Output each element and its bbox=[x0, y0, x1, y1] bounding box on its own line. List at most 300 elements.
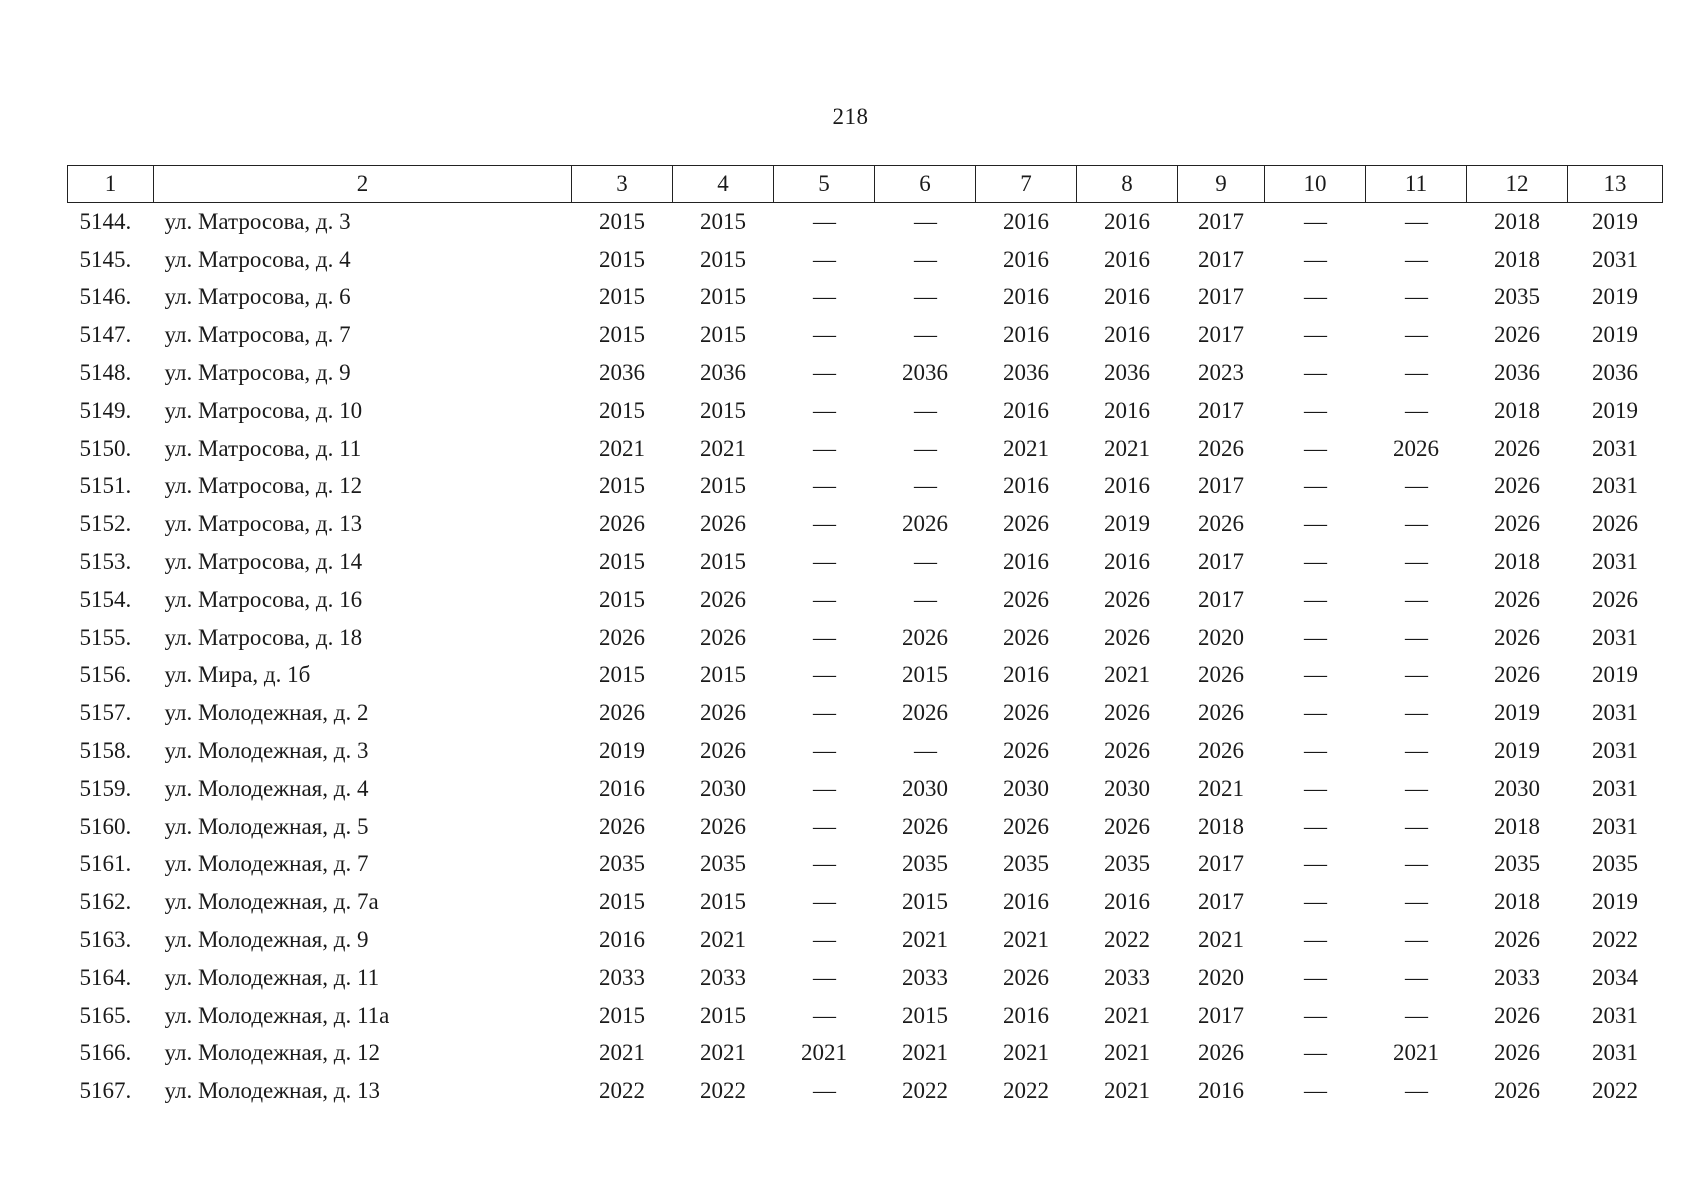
cell-col-12: 2026 bbox=[1494, 511, 1540, 537]
cell-col-9: 2017 bbox=[1198, 473, 1244, 499]
cell-col-4: 2015 bbox=[700, 549, 746, 575]
row-number: 5157. bbox=[79, 700, 132, 726]
row-number: 5156. bbox=[79, 662, 132, 688]
cell-col-10: — bbox=[1304, 360, 1326, 386]
cell-col-12: 2018 bbox=[1494, 208, 1540, 234]
column-header-4: 4 bbox=[673, 166, 774, 203]
row-address: ул. Матросова, д. 13 bbox=[164, 511, 363, 537]
cell-col-4: 2030 bbox=[700, 775, 746, 801]
cell-col-11: — bbox=[1405, 246, 1427, 272]
row-number: 5161. bbox=[79, 851, 132, 877]
cell-col-13: 2031 bbox=[1592, 435, 1638, 461]
cell-col-13: 2031 bbox=[1592, 700, 1638, 726]
cell-col-12: 2026 bbox=[1494, 662, 1540, 688]
cell-col-8: 2026 bbox=[1104, 700, 1150, 726]
cell-col-7: 2016 bbox=[1003, 246, 1049, 272]
cell-col-12: 2026 bbox=[1494, 473, 1540, 499]
cell-col-5: — bbox=[813, 246, 835, 272]
cell-col-7: 2016 bbox=[1003, 208, 1049, 234]
cell-col-3: 2015 bbox=[599, 397, 645, 423]
table-row bbox=[68, 279, 1663, 317]
cell-col-12: 2018 bbox=[1494, 813, 1540, 839]
cell-col-7: 2016 bbox=[1003, 284, 1049, 310]
row-address: ул. Матросова, д. 9 bbox=[164, 360, 351, 386]
row-number: 5158. bbox=[79, 738, 132, 764]
cell-col-8: 2026 bbox=[1104, 738, 1150, 764]
cell-col-4: 2015 bbox=[700, 889, 746, 915]
cell-col-9: 2017 bbox=[1198, 246, 1244, 272]
cell-col-10: — bbox=[1304, 851, 1326, 877]
cell-col-3: 2016 bbox=[599, 927, 645, 953]
cell-col-13: 2026 bbox=[1592, 586, 1638, 612]
cell-col-13: 2019 bbox=[1592, 284, 1638, 310]
cell-col-9: 2023 bbox=[1198, 360, 1244, 386]
cell-col-11: 2026 bbox=[1393, 435, 1439, 461]
cell-col-7: 2026 bbox=[1003, 586, 1049, 612]
table-row bbox=[68, 694, 1663, 732]
cell-col-6: 2026 bbox=[902, 813, 948, 839]
row-address: ул. Матросова, д. 4 bbox=[164, 246, 351, 272]
row-number: 5152. bbox=[79, 511, 132, 537]
cell-col-12: 2018 bbox=[1494, 549, 1540, 575]
cell-col-7: 2016 bbox=[1003, 549, 1049, 575]
table-row bbox=[68, 468, 1663, 506]
cell-col-9: 2016 bbox=[1198, 1078, 1244, 1104]
cell-col-11: — bbox=[1405, 397, 1427, 423]
cell-col-12: 2026 bbox=[1494, 1040, 1540, 1066]
cell-col-8: 2036 bbox=[1104, 360, 1150, 386]
cell-col-10: — bbox=[1304, 473, 1326, 499]
cell-col-8: 2021 bbox=[1104, 435, 1150, 461]
cell-col-6: 2036 bbox=[902, 360, 948, 386]
row-address: ул. Матросова, д. 11 bbox=[164, 435, 362, 461]
cell-col-11: — bbox=[1405, 1002, 1427, 1028]
cell-col-10: — bbox=[1304, 435, 1326, 461]
cell-col-11: — bbox=[1405, 775, 1427, 801]
cell-col-12: 2033 bbox=[1494, 964, 1540, 990]
cell-col-7: 2021 bbox=[1003, 1040, 1049, 1066]
table-row bbox=[68, 1072, 1663, 1110]
row-number: 5163. bbox=[79, 927, 132, 953]
cell-col-10: — bbox=[1304, 927, 1326, 953]
cell-col-8: 2021 bbox=[1104, 662, 1150, 688]
table-row bbox=[68, 241, 1663, 279]
cell-col-5: — bbox=[813, 284, 835, 310]
table-row bbox=[68, 619, 1663, 657]
cell-col-9: 2017 bbox=[1198, 851, 1244, 877]
row-address: ул. Матросова, д. 7 bbox=[164, 322, 351, 348]
cell-col-3: 2015 bbox=[599, 662, 645, 688]
cell-col-10: — bbox=[1304, 889, 1326, 915]
cell-col-4: 2015 bbox=[700, 397, 746, 423]
row-number: 5166. bbox=[79, 1040, 132, 1066]
cell-col-6: — bbox=[914, 435, 936, 461]
cell-col-7: 2022 bbox=[1003, 1078, 1049, 1104]
cell-col-3: 2021 bbox=[599, 435, 645, 461]
cell-col-12: 2026 bbox=[1494, 435, 1540, 461]
column-header-12: 12 bbox=[1467, 166, 1568, 203]
cell-col-11: — bbox=[1405, 284, 1427, 310]
row-address: ул. Матросова, д. 14 bbox=[164, 549, 363, 575]
cell-col-7: 2021 bbox=[1003, 435, 1049, 461]
table-row bbox=[68, 505, 1663, 543]
cell-col-3: 2035 bbox=[599, 851, 645, 877]
cell-col-5: — bbox=[813, 813, 835, 839]
cell-col-11: — bbox=[1405, 662, 1427, 688]
cell-col-11: — bbox=[1405, 738, 1427, 764]
cell-col-9: 2018 bbox=[1198, 813, 1244, 839]
table-row bbox=[68, 770, 1663, 808]
cell-col-3: 2015 bbox=[599, 889, 645, 915]
cell-col-3: 2015 bbox=[599, 473, 645, 499]
cell-col-11: — bbox=[1405, 208, 1427, 234]
cell-col-11: — bbox=[1405, 322, 1427, 348]
cell-col-4: 2026 bbox=[700, 813, 746, 839]
row-address: ул. Молодежная, д. 7 bbox=[164, 851, 369, 877]
cell-col-12: 2035 bbox=[1494, 851, 1540, 877]
cell-col-9: 2026 bbox=[1198, 700, 1244, 726]
table-header bbox=[68, 166, 1663, 203]
cell-col-3: 2015 bbox=[599, 246, 645, 272]
cell-col-4: 2015 bbox=[700, 322, 746, 348]
cell-col-6: — bbox=[914, 586, 936, 612]
cell-col-6: 2015 bbox=[902, 889, 948, 915]
cell-col-9: 2017 bbox=[1198, 1002, 1244, 1028]
cell-col-5: — bbox=[813, 511, 835, 537]
cell-col-9: 2020 bbox=[1198, 624, 1244, 650]
cell-col-5: — bbox=[813, 208, 835, 234]
cell-col-6: — bbox=[914, 322, 936, 348]
column-header-7: 7 bbox=[976, 166, 1077, 203]
cell-col-12: 2026 bbox=[1494, 1078, 1540, 1104]
column-header-10: 10 bbox=[1265, 166, 1366, 203]
cell-col-3: 2015 bbox=[599, 284, 645, 310]
cell-col-7: 2026 bbox=[1003, 700, 1049, 726]
cell-col-4: 2015 bbox=[700, 284, 746, 310]
cell-col-5: — bbox=[813, 889, 835, 915]
cell-col-12: 2018 bbox=[1494, 246, 1540, 272]
cell-col-3: 2015 bbox=[599, 549, 645, 575]
cell-col-6: 2033 bbox=[902, 964, 948, 990]
cell-col-9: 2017 bbox=[1198, 397, 1244, 423]
cell-col-11: — bbox=[1405, 360, 1427, 386]
table-body bbox=[68, 203, 1663, 1111]
cell-col-9: 2017 bbox=[1198, 322, 1244, 348]
cell-col-13: 2031 bbox=[1592, 246, 1638, 272]
cell-col-4: 2015 bbox=[700, 473, 746, 499]
cell-col-8: 2019 bbox=[1104, 511, 1150, 537]
cell-col-9: 2026 bbox=[1198, 435, 1244, 461]
cell-col-6: — bbox=[914, 738, 936, 764]
cell-col-11: — bbox=[1405, 549, 1427, 575]
table-row bbox=[68, 354, 1663, 392]
cell-col-7: 2035 bbox=[1003, 851, 1049, 877]
cell-col-7: 2026 bbox=[1003, 624, 1049, 650]
cell-col-9: 2026 bbox=[1198, 662, 1244, 688]
cell-col-7: 2016 bbox=[1003, 889, 1049, 915]
cell-col-9: 2026 bbox=[1198, 738, 1244, 764]
cell-col-5: — bbox=[813, 738, 835, 764]
table-row bbox=[68, 921, 1663, 959]
cell-col-9: 2017 bbox=[1198, 208, 1244, 234]
column-header-9: 9 bbox=[1178, 166, 1265, 203]
cell-col-4: 2035 bbox=[700, 851, 746, 877]
cell-col-11: — bbox=[1405, 473, 1427, 499]
cell-col-8: 2035 bbox=[1104, 851, 1150, 877]
cell-col-9: 2017 bbox=[1198, 549, 1244, 575]
cell-col-8: 2016 bbox=[1104, 322, 1150, 348]
cell-col-6: 2030 bbox=[902, 775, 948, 801]
cell-col-13: 2031 bbox=[1592, 813, 1638, 839]
row-number: 5149. bbox=[79, 397, 132, 423]
cell-col-5: — bbox=[813, 851, 835, 877]
cell-col-4: 2036 bbox=[700, 360, 746, 386]
cell-col-9: 2017 bbox=[1198, 586, 1244, 612]
table-row bbox=[68, 543, 1663, 581]
row-address: ул. Матросова, д. 3 bbox=[164, 208, 351, 234]
row-address: ул. Матросова, д. 18 bbox=[164, 624, 363, 650]
cell-col-13: 2019 bbox=[1592, 397, 1638, 423]
row-address: ул. Молодежная, д. 11 bbox=[164, 964, 380, 990]
cell-col-5: — bbox=[813, 662, 835, 688]
cell-col-4: 2021 bbox=[700, 1040, 746, 1066]
cell-col-8: 2016 bbox=[1104, 208, 1150, 234]
cell-col-7: 2026 bbox=[1003, 964, 1049, 990]
row-number: 5146. bbox=[79, 284, 132, 310]
row-address: ул. Мира, д. 1б bbox=[164, 662, 311, 688]
row-address: ул. Молодежная, д. 3 bbox=[164, 738, 369, 764]
cell-col-11: — bbox=[1405, 586, 1427, 612]
cell-col-5: — bbox=[813, 549, 835, 575]
cell-col-5: — bbox=[813, 775, 835, 801]
cell-col-5: — bbox=[813, 624, 835, 650]
cell-col-7: 2016 bbox=[1003, 473, 1049, 499]
cell-col-12: 2036 bbox=[1494, 360, 1540, 386]
cell-col-4: 2026 bbox=[700, 700, 746, 726]
cell-col-3: 2026 bbox=[599, 813, 645, 839]
row-number: 5165. bbox=[79, 1002, 132, 1028]
cell-col-10: — bbox=[1304, 964, 1326, 990]
cell-col-6: 2015 bbox=[902, 662, 948, 688]
row-number: 5153. bbox=[79, 549, 132, 575]
cell-col-6: 2026 bbox=[902, 511, 948, 537]
cell-col-6: — bbox=[914, 246, 936, 272]
cell-col-5: — bbox=[813, 473, 835, 499]
cell-col-8: 2021 bbox=[1104, 1002, 1150, 1028]
cell-col-8: 2026 bbox=[1104, 586, 1150, 612]
cell-col-10: — bbox=[1304, 208, 1326, 234]
header-row bbox=[68, 166, 1663, 203]
cell-col-8: 2026 bbox=[1104, 813, 1150, 839]
cell-col-9: 2017 bbox=[1198, 284, 1244, 310]
table-row bbox=[68, 846, 1663, 884]
table-row bbox=[68, 657, 1663, 695]
cell-col-8: 2022 bbox=[1104, 927, 1150, 953]
cell-col-13: 2019 bbox=[1592, 889, 1638, 915]
cell-col-13: 2031 bbox=[1592, 549, 1638, 575]
cell-col-4: 2015 bbox=[700, 246, 746, 272]
cell-col-11: — bbox=[1405, 927, 1427, 953]
row-address: ул. Молодежная, д. 7а bbox=[164, 889, 379, 915]
table-row bbox=[68, 392, 1663, 430]
cell-col-11: — bbox=[1405, 511, 1427, 537]
row-number: 5150. bbox=[79, 435, 132, 461]
cell-col-3: 2026 bbox=[599, 700, 645, 726]
cell-col-12: 2019 bbox=[1494, 700, 1540, 726]
cell-col-3: 2033 bbox=[599, 964, 645, 990]
cell-col-10: — bbox=[1304, 624, 1326, 650]
cell-col-6: 2015 bbox=[902, 1002, 948, 1028]
cell-col-3: 2026 bbox=[599, 624, 645, 650]
column-header-6: 6 bbox=[875, 166, 976, 203]
cell-col-12: 2018 bbox=[1494, 889, 1540, 915]
cell-col-12: 2026 bbox=[1494, 586, 1540, 612]
cell-col-5: — bbox=[813, 397, 835, 423]
cell-col-7: 2016 bbox=[1003, 397, 1049, 423]
cell-col-8: 2016 bbox=[1104, 397, 1150, 423]
cell-col-7: 2016 bbox=[1003, 662, 1049, 688]
cell-col-4: 2015 bbox=[700, 208, 746, 234]
cell-col-3: 2021 bbox=[599, 1040, 645, 1066]
row-number: 5144. bbox=[79, 208, 132, 234]
table-row bbox=[68, 808, 1663, 846]
cell-col-10: — bbox=[1304, 549, 1326, 575]
cell-col-11: 2021 bbox=[1393, 1040, 1439, 1066]
cell-col-4: 2021 bbox=[700, 435, 746, 461]
cell-col-4: 2026 bbox=[700, 586, 746, 612]
cell-col-10: — bbox=[1304, 1002, 1326, 1028]
cell-col-5: — bbox=[813, 927, 835, 953]
cell-col-13: 2031 bbox=[1592, 1040, 1638, 1066]
cell-col-7: 2036 bbox=[1003, 360, 1049, 386]
cell-col-8: 2026 bbox=[1104, 624, 1150, 650]
cell-col-6: — bbox=[914, 284, 936, 310]
cell-col-11: — bbox=[1405, 700, 1427, 726]
table-row bbox=[68, 316, 1663, 354]
table-row bbox=[68, 997, 1663, 1035]
cell-col-5: — bbox=[813, 700, 835, 726]
cell-col-4: 2033 bbox=[700, 964, 746, 990]
cell-col-6: 2026 bbox=[902, 700, 948, 726]
cell-col-13: 2035 bbox=[1592, 851, 1638, 877]
cell-col-13: 2022 bbox=[1592, 927, 1638, 953]
row-address: ул. Матросова, д. 16 bbox=[164, 586, 363, 612]
cell-col-9: 2026 bbox=[1198, 511, 1244, 537]
cell-col-7: 2030 bbox=[1003, 775, 1049, 801]
cell-col-4: 2021 bbox=[700, 927, 746, 953]
row-address: ул. Матросова, д. 10 bbox=[164, 397, 363, 423]
cell-col-8: 2016 bbox=[1104, 889, 1150, 915]
cell-col-3: 2016 bbox=[599, 775, 645, 801]
cell-col-10: — bbox=[1304, 813, 1326, 839]
cell-col-4: 2015 bbox=[700, 662, 746, 688]
cell-col-10: — bbox=[1304, 1040, 1326, 1066]
cell-col-13: 2031 bbox=[1592, 624, 1638, 650]
row-address: ул. Молодежная, д. 5 bbox=[164, 813, 369, 839]
cell-col-9: 2017 bbox=[1198, 889, 1244, 915]
cell-col-10: — bbox=[1304, 322, 1326, 348]
cell-col-10: — bbox=[1304, 397, 1326, 423]
row-number: 5162. bbox=[79, 889, 132, 915]
row-address: ул. Молодежная, д. 12 bbox=[164, 1040, 380, 1066]
cell-col-12: 2030 bbox=[1494, 775, 1540, 801]
cell-col-3: 2026 bbox=[599, 511, 645, 537]
cell-col-12: 2026 bbox=[1494, 624, 1540, 650]
row-address: ул. Молодежная, д. 13 bbox=[164, 1078, 380, 1104]
cell-col-9: 2026 bbox=[1198, 1040, 1244, 1066]
cell-col-6: — bbox=[914, 549, 936, 575]
cell-col-10: — bbox=[1304, 511, 1326, 537]
cell-col-3: 2036 bbox=[599, 360, 645, 386]
cell-col-5: — bbox=[813, 435, 835, 461]
cell-col-4: 2022 bbox=[700, 1078, 746, 1104]
cell-col-10: — bbox=[1304, 775, 1326, 801]
row-number: 5154. bbox=[79, 586, 132, 612]
cell-col-4: 2026 bbox=[700, 624, 746, 650]
cell-col-10: — bbox=[1304, 738, 1326, 764]
cell-col-9: 2020 bbox=[1198, 964, 1244, 990]
cell-col-12: 2026 bbox=[1494, 927, 1540, 953]
cell-col-7: 2021 bbox=[1003, 927, 1049, 953]
cell-col-4: 2026 bbox=[700, 511, 746, 537]
cell-col-13: 2019 bbox=[1592, 208, 1638, 234]
cell-col-13: 2026 bbox=[1592, 511, 1638, 537]
cell-col-13: 2031 bbox=[1592, 738, 1638, 764]
cell-col-10: — bbox=[1304, 662, 1326, 688]
cell-col-13: 2019 bbox=[1592, 322, 1638, 348]
row-address: ул. Молодежная, д. 9 bbox=[164, 927, 369, 953]
cell-col-6: — bbox=[914, 397, 936, 423]
cell-col-13: 2034 bbox=[1592, 964, 1638, 990]
cell-col-5: 2021 bbox=[801, 1040, 847, 1066]
cell-col-11: — bbox=[1405, 813, 1427, 839]
table-row bbox=[68, 430, 1663, 468]
column-header-3: 3 bbox=[572, 166, 673, 203]
cell-col-6: 2021 bbox=[902, 1040, 948, 1066]
cell-col-3: 2015 bbox=[599, 586, 645, 612]
cell-col-3: 2022 bbox=[599, 1078, 645, 1104]
row-number: 5160. bbox=[79, 813, 132, 839]
registry-table bbox=[67, 165, 1663, 1110]
row-number: 5151. bbox=[79, 473, 132, 499]
cell-col-12: 2018 bbox=[1494, 397, 1540, 423]
cell-col-5: — bbox=[813, 360, 835, 386]
cell-col-13: 2031 bbox=[1592, 775, 1638, 801]
cell-col-7: 2026 bbox=[1003, 511, 1049, 537]
cell-col-5: — bbox=[813, 1002, 835, 1028]
cell-col-7: 2016 bbox=[1003, 322, 1049, 348]
table-row bbox=[68, 1035, 1663, 1073]
cell-col-10: — bbox=[1304, 1078, 1326, 1104]
row-address: ул. Молодежная, д. 4 bbox=[164, 775, 369, 801]
table-row bbox=[68, 732, 1663, 770]
cell-col-11: — bbox=[1405, 624, 1427, 650]
cell-col-10: — bbox=[1304, 284, 1326, 310]
table-row bbox=[68, 883, 1663, 921]
cell-col-11: — bbox=[1405, 851, 1427, 877]
cell-col-5: — bbox=[813, 1078, 835, 1104]
cell-col-3: 2015 bbox=[599, 322, 645, 348]
row-number: 5167. bbox=[79, 1078, 132, 1104]
cell-col-5: — bbox=[813, 322, 835, 348]
cell-col-6: 2026 bbox=[902, 624, 948, 650]
cell-col-10: — bbox=[1304, 246, 1326, 272]
column-header-13: 13 bbox=[1568, 166, 1663, 203]
cell-col-8: 2030 bbox=[1104, 775, 1150, 801]
cell-col-12: 2026 bbox=[1494, 1002, 1540, 1028]
row-number: 5148. bbox=[79, 360, 132, 386]
table-row bbox=[68, 581, 1663, 619]
